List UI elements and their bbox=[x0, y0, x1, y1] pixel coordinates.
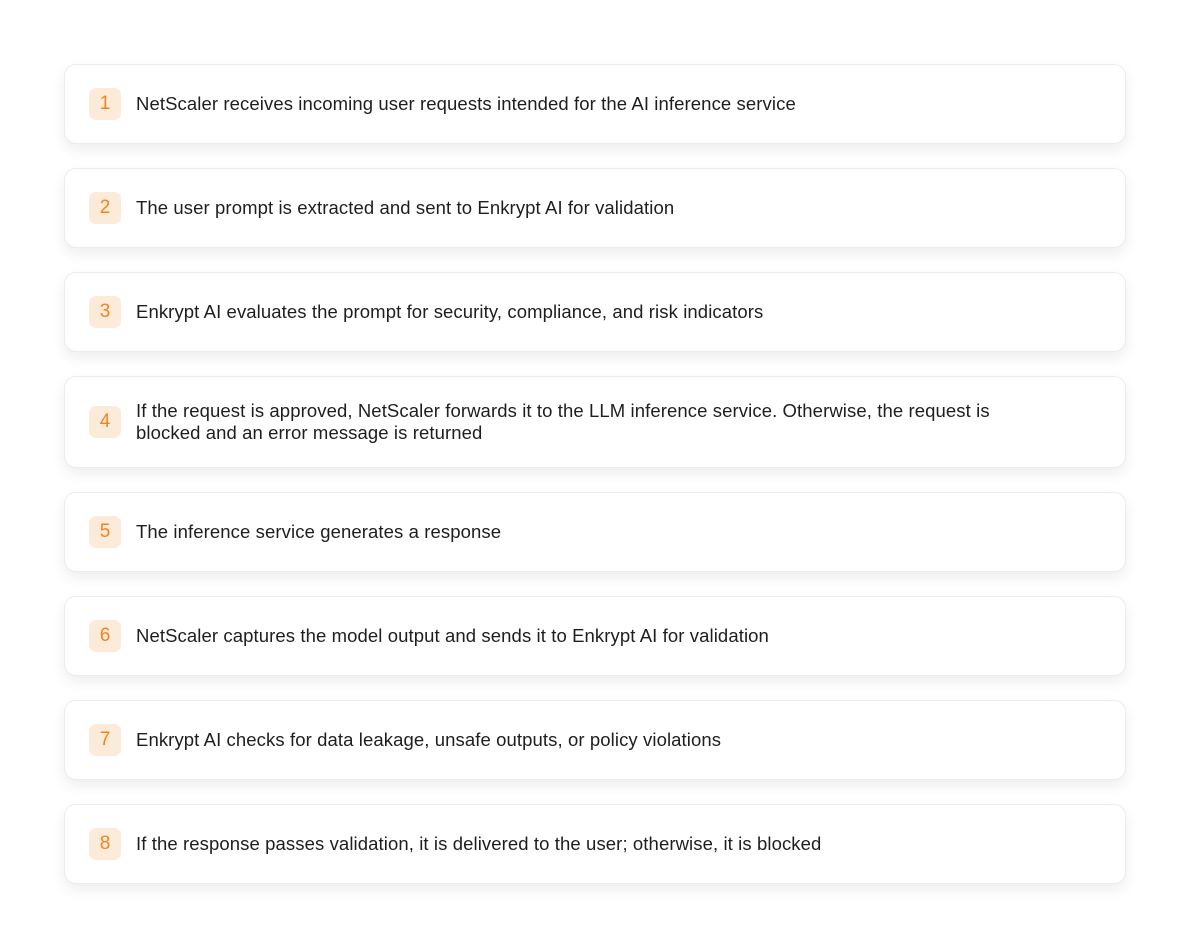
step-card-3 bbox=[64, 272, 1126, 352]
step-description: If the request is approved, NetScaler forwards it to the LLM inference service. Otherwise, the request is blocked and an error message is returned bbox=[136, 400, 990, 443]
step-card-5 bbox=[64, 492, 1126, 572]
step-number-badge: 1 bbox=[89, 88, 121, 120]
step-number-badge: 7 bbox=[89, 724, 121, 756]
step-card-1 bbox=[64, 64, 1126, 144]
step-card-4 bbox=[64, 376, 1126, 468]
step-description: The user prompt is extracted and sent to Enkrypt AI for validation bbox=[136, 197, 675, 218]
step-number-badge: 8 bbox=[89, 828, 121, 860]
step-number-badge: 5 bbox=[89, 516, 121, 548]
step-number-badge: 2 bbox=[89, 192, 121, 224]
step-description: NetScaler captures the model output and sends it to Enkrypt AI for validation bbox=[136, 625, 769, 646]
step-description: Enkrypt AI checks for data leakage, unsafe outputs, or policy violations bbox=[136, 729, 722, 750]
step-card-6 bbox=[64, 596, 1126, 676]
step-number-badge: 4 bbox=[89, 406, 121, 438]
step-number-badge: 3 bbox=[89, 296, 121, 328]
step-card-8 bbox=[64, 804, 1126, 884]
step-number-badge: 6 bbox=[89, 620, 121, 652]
step-description: If the response passes validation, it is delivered to the user; otherwise, it is blocked bbox=[136, 833, 822, 854]
step-description: NetScaler receives incoming user requests intended for the AI inference service bbox=[136, 93, 796, 114]
step-description: Enkrypt AI evaluates the prompt for security, compliance, and risk indicators bbox=[136, 301, 764, 322]
step-card-7 bbox=[64, 700, 1126, 780]
step-description: The inference service generates a response bbox=[136, 521, 502, 542]
step-card-2 bbox=[64, 168, 1126, 248]
